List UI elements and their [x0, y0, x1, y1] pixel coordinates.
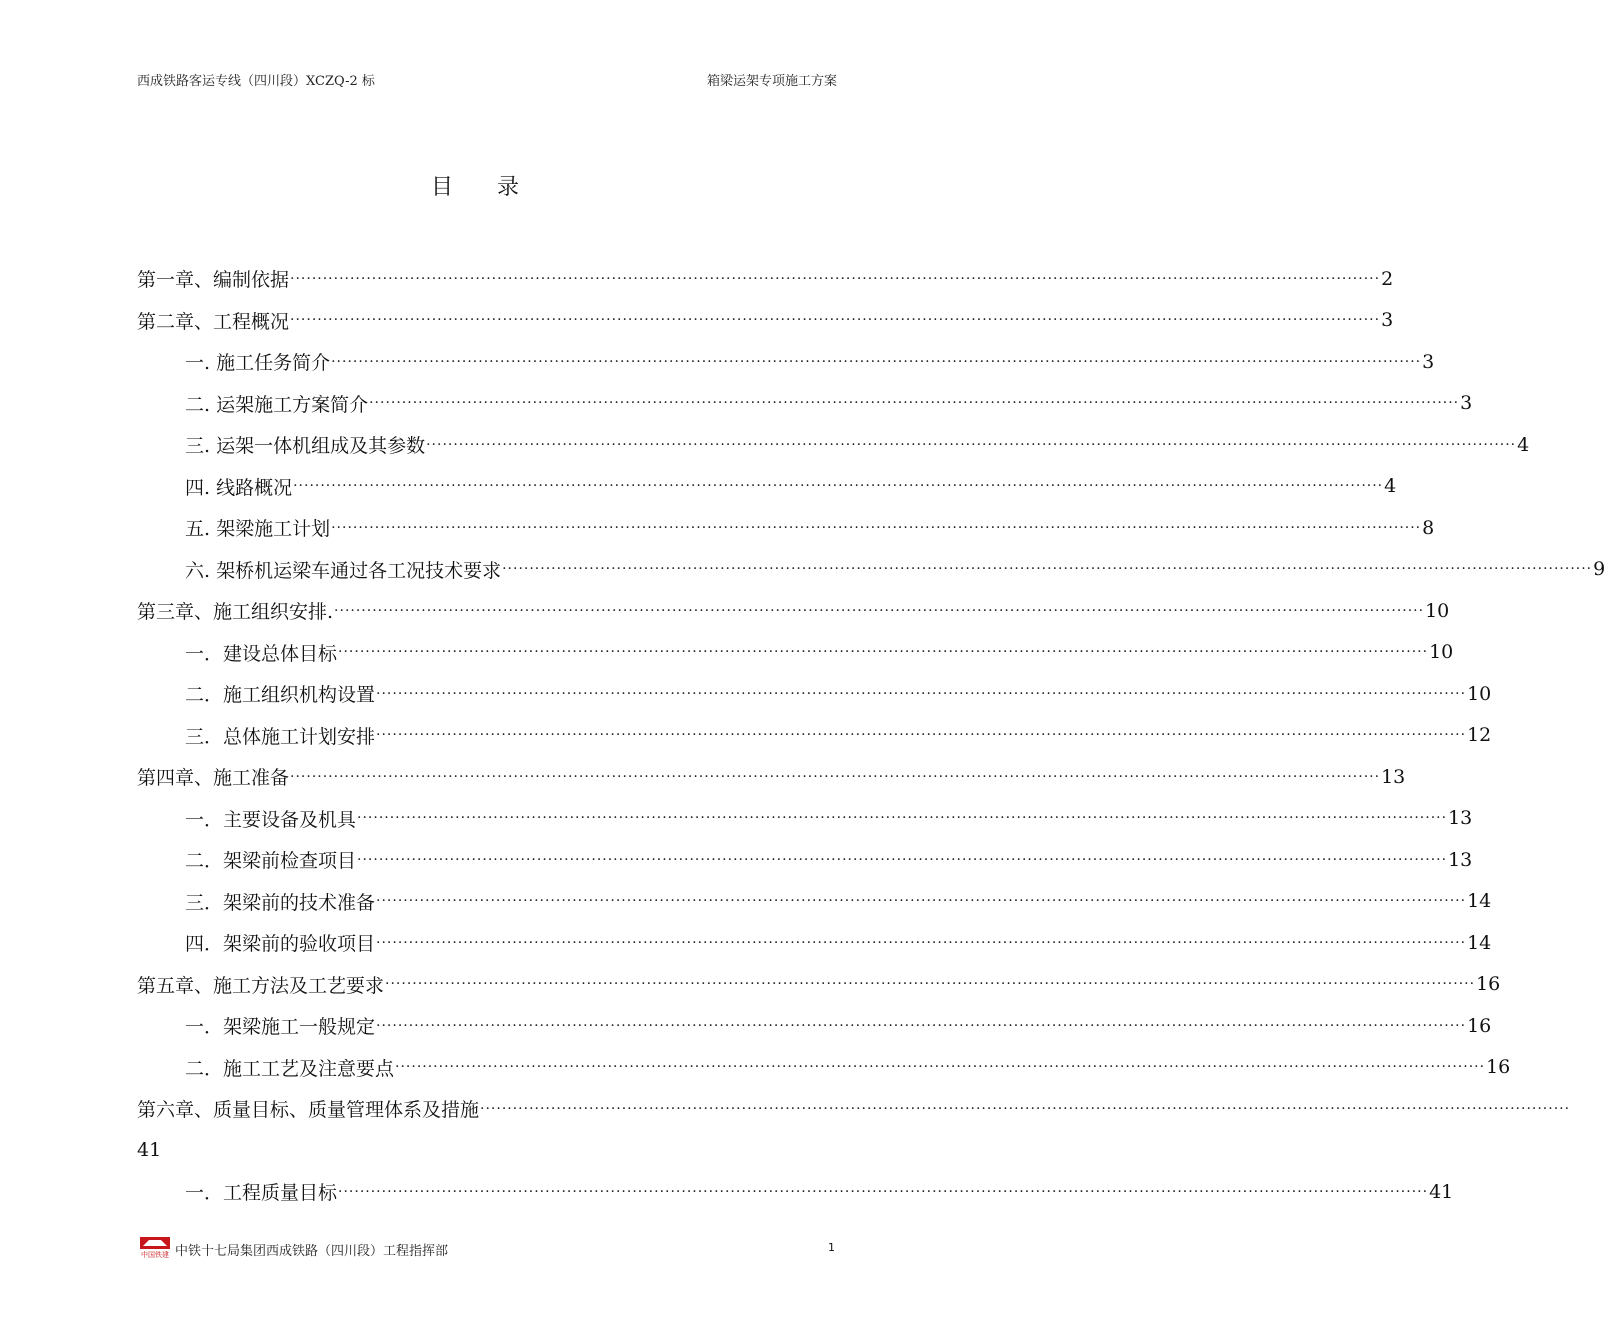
page-title: [0, 170, 950, 201]
toc-entry[interactable]: 四. 线路概况 ········································································································································································································ 4: [185, 475, 1397, 499]
toc-entry[interactable]: 第五章、施工方法及工艺要求 ········································································································································································································ 16: [137, 973, 1501, 997]
leader-dots: ········································································································································································································: [376, 1017, 1467, 1034]
leader-dots: ········································································································································································································: [369, 395, 1460, 412]
toc-entry[interactable]: 一．架梁施工一般规定 ········································································································································································································ 16: [185, 1014, 1492, 1039]
title-char-2: 录: [497, 175, 520, 200]
leader-dots: ········································································································································································································: [357, 851, 1448, 868]
leader-dots: ········································································································································································································: [290, 312, 1381, 329]
title-char-1: 目: [430, 175, 453, 200]
footer: [137, 1236, 448, 1260]
leader-dots: ········································································································································································································: [290, 768, 1381, 785]
table-of-contents: [137, 258, 1605, 1213]
header-right: 箱梁运架专项施工方案: [706, 74, 837, 89]
header-left: 西成铁路客运专线（四川段）XCZQ-2 标: [137, 74, 375, 89]
toc-entry[interactable]: 二. 运架施工方案简介 ········································································································································································································ 3: [185, 392, 1473, 416]
toc-entry[interactable]: 第六章、质量目标、质量管理体系及措施 ········································································································································································································ 41: [137, 1099, 1571, 1162]
leader-dots: ········································································································································································································: [376, 727, 1467, 744]
leader-dots: ········································································································································································································: [376, 934, 1467, 951]
toc-entry[interactable]: 二．施工工艺及注意要点 ········································································································································································································ 16: [185, 1056, 1511, 1080]
leader-dots: ········································································································································································································: [331, 353, 1422, 370]
toc-entry[interactable]: 六. 架桥机运梁车通过各工况技术要求 ········································································································································································································ 9: [185, 558, 1605, 582]
toc-entry[interactable]: 二．施工组织机构设置 ········································································································································································································ 10: [185, 682, 1492, 707]
toc-entry[interactable]: 第三章、施工组织安排. ········································································································································································································ 10: [137, 599, 1450, 624]
toc-entry[interactable]: 五. 架梁施工计划 ········································································································································································································ 8: [185, 516, 1435, 541]
toc-entry[interactable]: 三．总体施工计划安排 ········································································································································································································ 12: [185, 724, 1492, 748]
leader-dots: ········································································································································································································: [357, 810, 1448, 827]
leader-dots: ········································································································································································································: [334, 602, 1425, 619]
leader-dots: ········································································································································································································: [426, 436, 1517, 453]
leader-dots: ········································································································································································································: [338, 1183, 1429, 1200]
china-railway-logo-icon: [137, 1236, 173, 1260]
leader-dots: ········································································································································································································: [331, 519, 1422, 536]
leader-dots: ········································································································································································································: [385, 976, 1476, 993]
toc-entry[interactable]: 三. 运架一体机组成及其参数 ········································································································································································································ 4: [185, 433, 1530, 458]
toc-entry[interactable]: 四．架梁前的验收项目 ········································································································································································································ 14: [185, 931, 1492, 956]
leader-dots: ········································································································································································································: [480, 1100, 1571, 1117]
toc-entry[interactable]: 三．架梁前的技术准备 ········································································································································································································ 14: [185, 890, 1492, 914]
leader-dots: ········································································································································································································: [502, 561, 1593, 578]
toc-entry[interactable]: 一．工程质量目标 ········································································································································································································ 41: [185, 1180, 1454, 1205]
leader-dots: ········································································································································································································: [376, 685, 1467, 702]
leader-dots: ········································································································································································································: [290, 270, 1381, 287]
leader-dots: ········································································································································································································: [338, 644, 1429, 661]
toc-entry[interactable]: 一. 施工任务简介 ········································································································································································································ 3: [185, 350, 1435, 375]
svg-text:中国铁建: 中国铁建: [141, 1251, 169, 1259]
toc-entry[interactable]: 一．主要设备及机具 ········································································································································································································ 13: [185, 807, 1473, 831]
toc-entry[interactable]: 第一章、编制依据 ········································································································································································································ 2: [137, 267, 1394, 292]
toc-entry[interactable]: 一．建设总体目标 ········································································································································································································ 10: [185, 641, 1454, 665]
toc-entry[interactable]: 第二章、工程概况 ········································································································································································································ 3: [137, 309, 1394, 333]
footer-text: 中铁十七局集团西成铁路（四川段）工程指挥部: [175, 1244, 449, 1259]
toc-entry[interactable]: 二．架梁前检查项目 ········································································································································································································ 13: [185, 848, 1473, 873]
leader-dots: ········································································································································································································: [376, 893, 1467, 910]
leader-dots: ········································································································································································································: [293, 478, 1384, 495]
page-number: 1: [828, 1241, 835, 1254]
leader-dots: ········································································································································································································: [395, 1059, 1486, 1076]
toc-entry[interactable]: 第四章、施工准备 ········································································································································································································ 13: [137, 765, 1406, 790]
